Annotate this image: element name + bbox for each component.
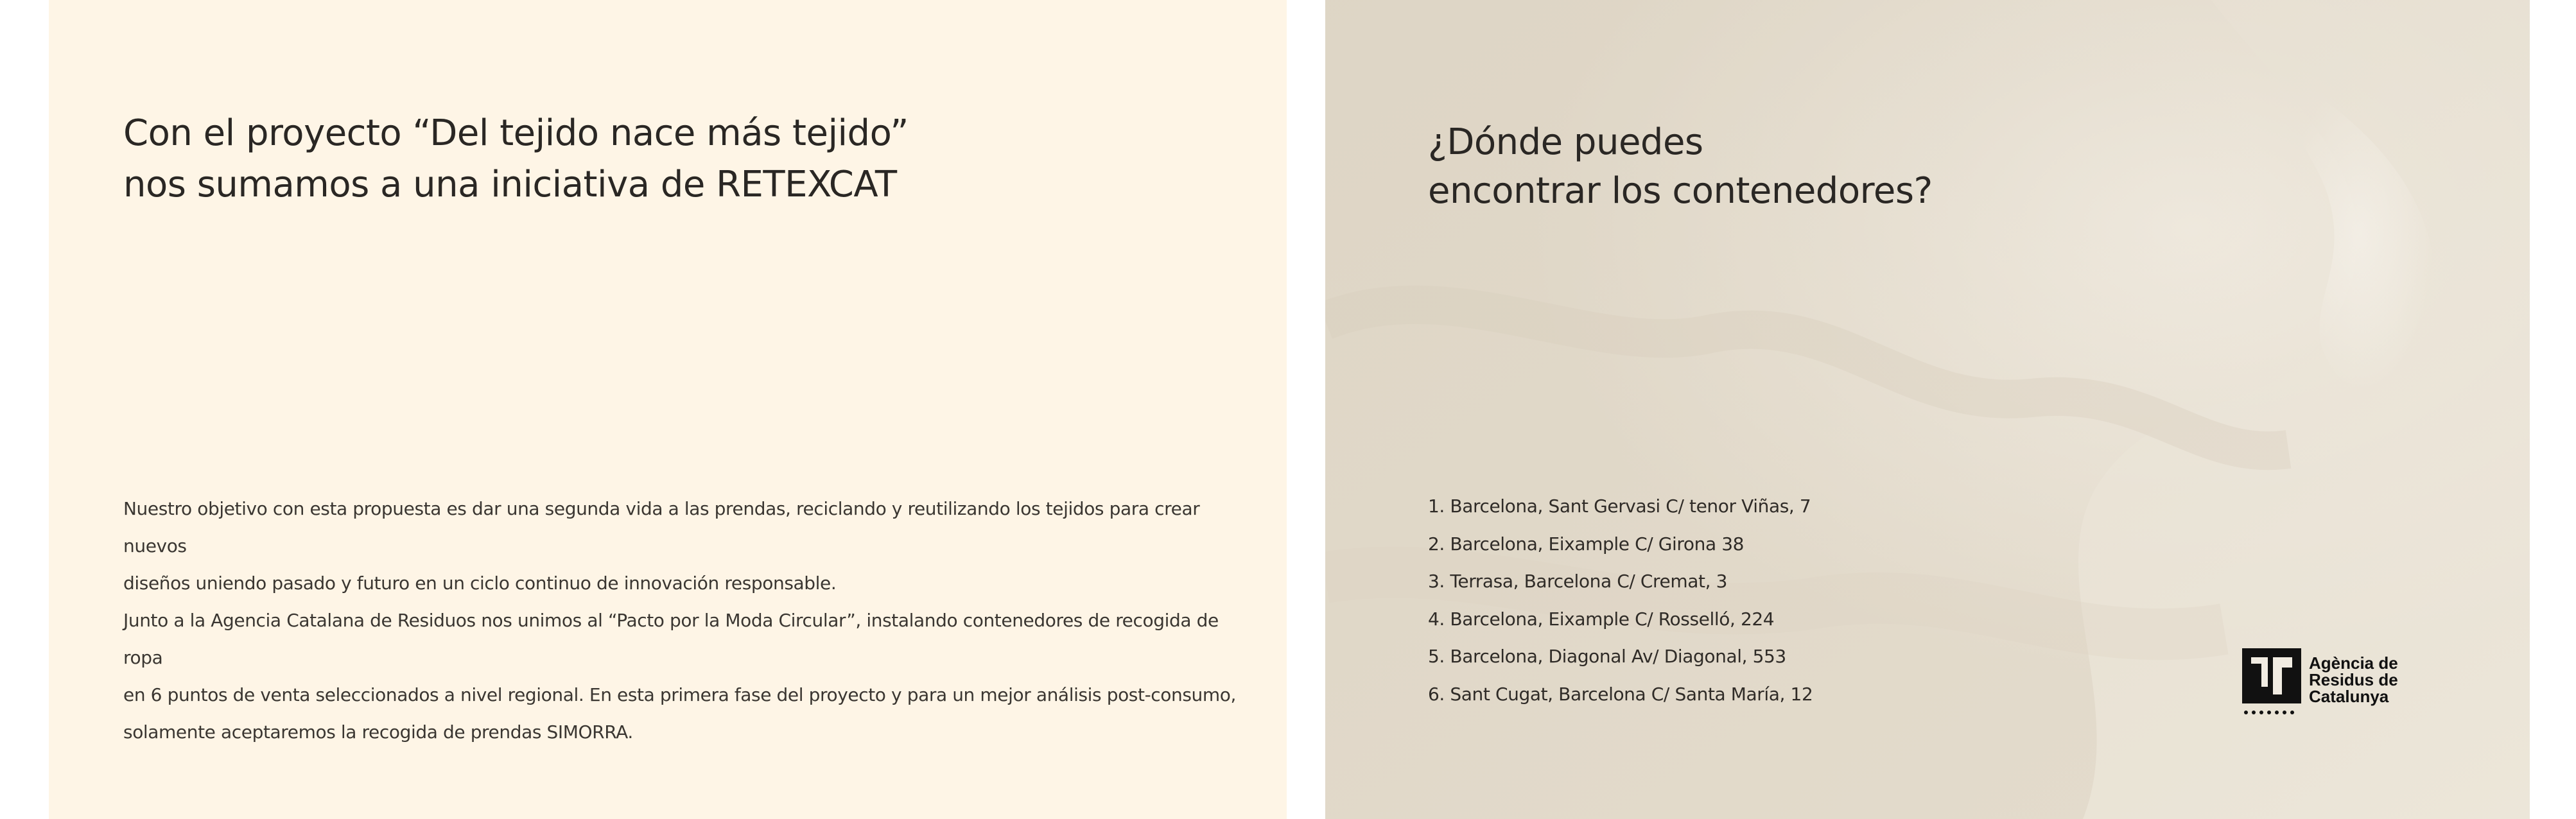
paragraph-line: diseños uniendo pasado y futuro en un ciclo continuo de innovación responsable.	[123, 573, 837, 594]
paragraph-line: Junto a la Agencia Catalana de Residuos nos unimos al “Pacto por la Moda Circular”, instalando contenedores de recogida de ropa	[123, 610, 1219, 668]
title-line: encontrar los contenedores?	[1428, 170, 1933, 212]
location-item: 2. Barcelona, Eixample C/ Girona 38	[1428, 533, 1745, 555]
location-item: 5. Barcelona, Diagonal Av/ Diagonal, 553	[1428, 646, 1786, 667]
container-locations-list	[1428, 488, 1813, 713]
left-page-title	[123, 108, 1022, 211]
logo-line: Catalunya	[2309, 687, 2389, 706]
location-item: 6. Sant Cugat, Barcelona C/ Santa María, 12	[1428, 683, 1813, 705]
title-line: Con el proyecto “Del tejido nace más tejido”	[123, 112, 909, 154]
logo-wordmark	[2309, 655, 2398, 705]
paragraph-line: solamente aceptaremos la recogida de prendas SIMORRA.	[123, 721, 633, 743]
agencia-residus-logo	[2242, 648, 2428, 719]
right-page	[1325, 0, 2530, 819]
logo-line: Residus de	[2309, 670, 2398, 689]
title-line: ¿Dónde puedes	[1428, 121, 1703, 163]
location-item: 4. Barcelona, Eixample C/ Rosselló, 224	[1428, 608, 1775, 630]
pact-paragraph	[123, 602, 1253, 751]
paragraph-line: en 6 puntos de venta seleccionados a nivel regional. En esta primera fase del proyecto y para un mejor análisis post-consumo,	[123, 684, 1236, 705]
location-item: 3. Terrasa, Barcelona C/ Cremat, 3	[1428, 571, 1728, 592]
right-page-title	[1428, 118, 2070, 216]
logo-line: Agència de	[2309, 653, 2398, 673]
location-item: 1. Barcelona, Sant Gervasi C/ tenor Viñas, 7	[1428, 496, 1811, 517]
arc-logo-icon	[2242, 648, 2301, 718]
left-page	[49, 0, 1287, 819]
objective-paragraph	[123, 490, 1253, 602]
title-line: nos sumamos a una iniciativa de RETEXCAT	[123, 164, 897, 205]
paragraph-line: Nuestro objetivo con esta propuesta es dar una segunda vida a las prendas, reciclando y reutilizando los tejidos para crear nuevos	[123, 498, 1200, 556]
